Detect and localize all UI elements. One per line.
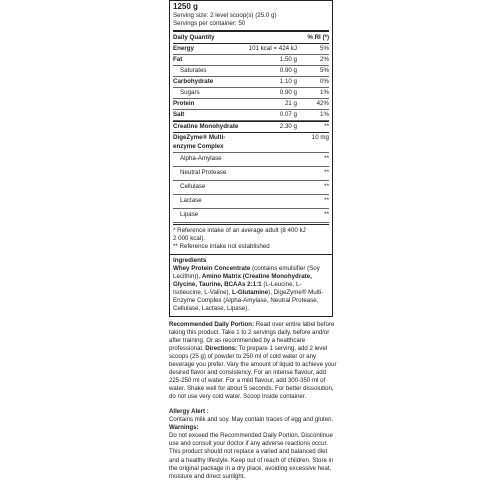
row-value: 1.10 g <box>279 78 297 86</box>
row-name: Saturates <box>180 67 207 75</box>
row-ri: 0% <box>320 78 329 86</box>
ingredients-title: Ingredients <box>173 256 207 264</box>
table-row <box>173 66 329 77</box>
enzyme-complex-row <box>173 133 329 152</box>
table-row <box>173 88 329 99</box>
allergy-title: Allergy Alert : <box>169 408 209 416</box>
ingredient-enzymes: ), DigeZyme® Multi-Enzyme Complex (Alpha-Amylase, Neutral Protease, Cellulase, Lactase, Lipase). <box>173 289 324 313</box>
row-ri: 42% <box>316 100 329 108</box>
footnote-not-established: ** Reference intake not established <box>173 242 270 250</box>
row-value: 0.90 g <box>279 89 297 97</box>
row-ri: 1% <box>320 89 329 97</box>
enzyme-complex-value: 10 mg <box>311 134 329 142</box>
row-ri: 2% <box>320 56 329 64</box>
row-value: 101 kcal = 424 kJ <box>248 44 297 52</box>
enzyme-ri: ** <box>324 196 329 204</box>
ingredients-box <box>169 255 333 317</box>
row-value: 0.07 g <box>279 111 297 119</box>
row-value: 0.90 g <box>279 67 297 75</box>
ingredient-amino-matrix: Amino Matrix (Creatine Monohydrate, Glycine, Taurine, BCAAs 2:1:1 <box>173 272 312 288</box>
ingredient-whey: Whey Protein Concentrate <box>173 264 251 272</box>
enzyme-ri: ** <box>324 154 329 162</box>
table-row <box>173 110 329 121</box>
row-value: 2.30 g <box>279 123 297 131</box>
enzyme-row <box>173 153 329 167</box>
footnotes <box>173 224 329 251</box>
enzyme-name: Cellulase <box>180 182 206 190</box>
enzyme-complex-name: DigeZyme® Multi-enzyme Complex <box>173 134 226 150</box>
net-weight: 1250 g <box>173 2 198 11</box>
row-name: Fat <box>173 56 183 64</box>
row-name: Sugars <box>180 89 200 97</box>
enzyme-ri: ** <box>324 182 329 190</box>
table-row <box>173 44 329 55</box>
table-row <box>173 77 329 88</box>
enzyme-name: Lactase <box>180 196 202 204</box>
table-header <box>173 33 329 44</box>
row-ri: 5% <box>320 67 329 75</box>
row-value: 21 g <box>284 100 297 108</box>
header-daily-quantity: Daily Quantity <box>173 33 215 41</box>
directions-text: To prepare 1 serving, add 2 level scoops (25 g) of powder to 250 ml of cold water or any beverage you prefer. Vary the amount of liquid to achieve your desired flavor and consistency. For an intense flavour, add 225-250 ml of water. For a mild flavour, add 300-350 ml of water. Shake well for about 5 seconds. For better dissolution, do not use very cold water. Scoop inside container. <box>169 345 337 401</box>
warnings-text: Do not exceed the Recommended Daily Portion. Discontinue use and consult your doctor if any adverse reactions occur. This product should not replace a varied and balanced diet and a healthy lifestyle. Keep out of reach of children. Store in the original package in a dry place, avoiding excessive heat, moisture and direct sunlight. <box>169 432 334 480</box>
header-ri: % RI (*) <box>307 33 329 41</box>
enzyme-name: Alpha-Amylase <box>180 154 222 162</box>
enzyme-row <box>173 209 329 223</box>
enzyme-row <box>173 195 329 209</box>
usage-title: Recommended Daily Portion: <box>169 321 254 328</box>
nutrition-panel <box>169 0 333 317</box>
enzyme-name: Neutral Protease <box>180 168 227 176</box>
row-ri: 1% <box>320 111 329 119</box>
enzyme-ri: ** <box>324 210 329 218</box>
directions-title: Directions: <box>205 345 238 353</box>
usage-text: Read over entire label before taking this product. Take 1 to 2 servings daily, before and/or after training. Or as recommended by a healthcare professional. <box>169 321 335 353</box>
row-name: Carbohydrate <box>173 78 214 86</box>
table-row <box>173 55 329 66</box>
enzyme-ri: ** <box>324 168 329 176</box>
divider <box>173 30 329 32</box>
footnote-reference-intake: * Reference intake of an average adult (8 400 kJ 2 000 kcal). <box>173 226 306 242</box>
enzyme-row <box>173 167 329 181</box>
row-name: Protein <box>173 100 195 108</box>
row-name: Salt <box>173 111 185 119</box>
allergy-text: Contains milk and soy. May contain traces of egg and gluten. <box>169 416 334 424</box>
row-ri: ** <box>324 123 329 131</box>
creatine-row <box>173 121 329 133</box>
spacer <box>169 401 337 408</box>
row-ri: 5% <box>320 44 329 52</box>
table-row <box>173 99 329 110</box>
serving-size: Serving size: 2 level scoop(s) (25.0 g) <box>173 11 277 19</box>
warnings-title: Warnings: <box>169 424 199 432</box>
ingredient-bcaa: (L-Leucine, L-Isoleucine, L-Valine), <box>173 280 302 297</box>
enzyme-name: Lipase <box>180 210 199 218</box>
row-name: Energy <box>173 44 194 52</box>
ingredient-glutamine: L-Glutamine <box>232 289 269 297</box>
ingredient-emulsifier: (contains emulsifier (Soy Lecithin)), <box>173 264 320 280</box>
usage-paragraph <box>169 321 337 401</box>
servings-per-container: Servings per container: 50 <box>173 19 246 27</box>
ingredients-text <box>173 265 329 313</box>
enzyme-row <box>173 181 329 195</box>
product-info <box>169 321 337 481</box>
nutrition-facts-box <box>169 0 333 255</box>
row-value: 1.50 g <box>279 56 297 64</box>
row-name: Creatine Monohydrate <box>173 123 239 131</box>
